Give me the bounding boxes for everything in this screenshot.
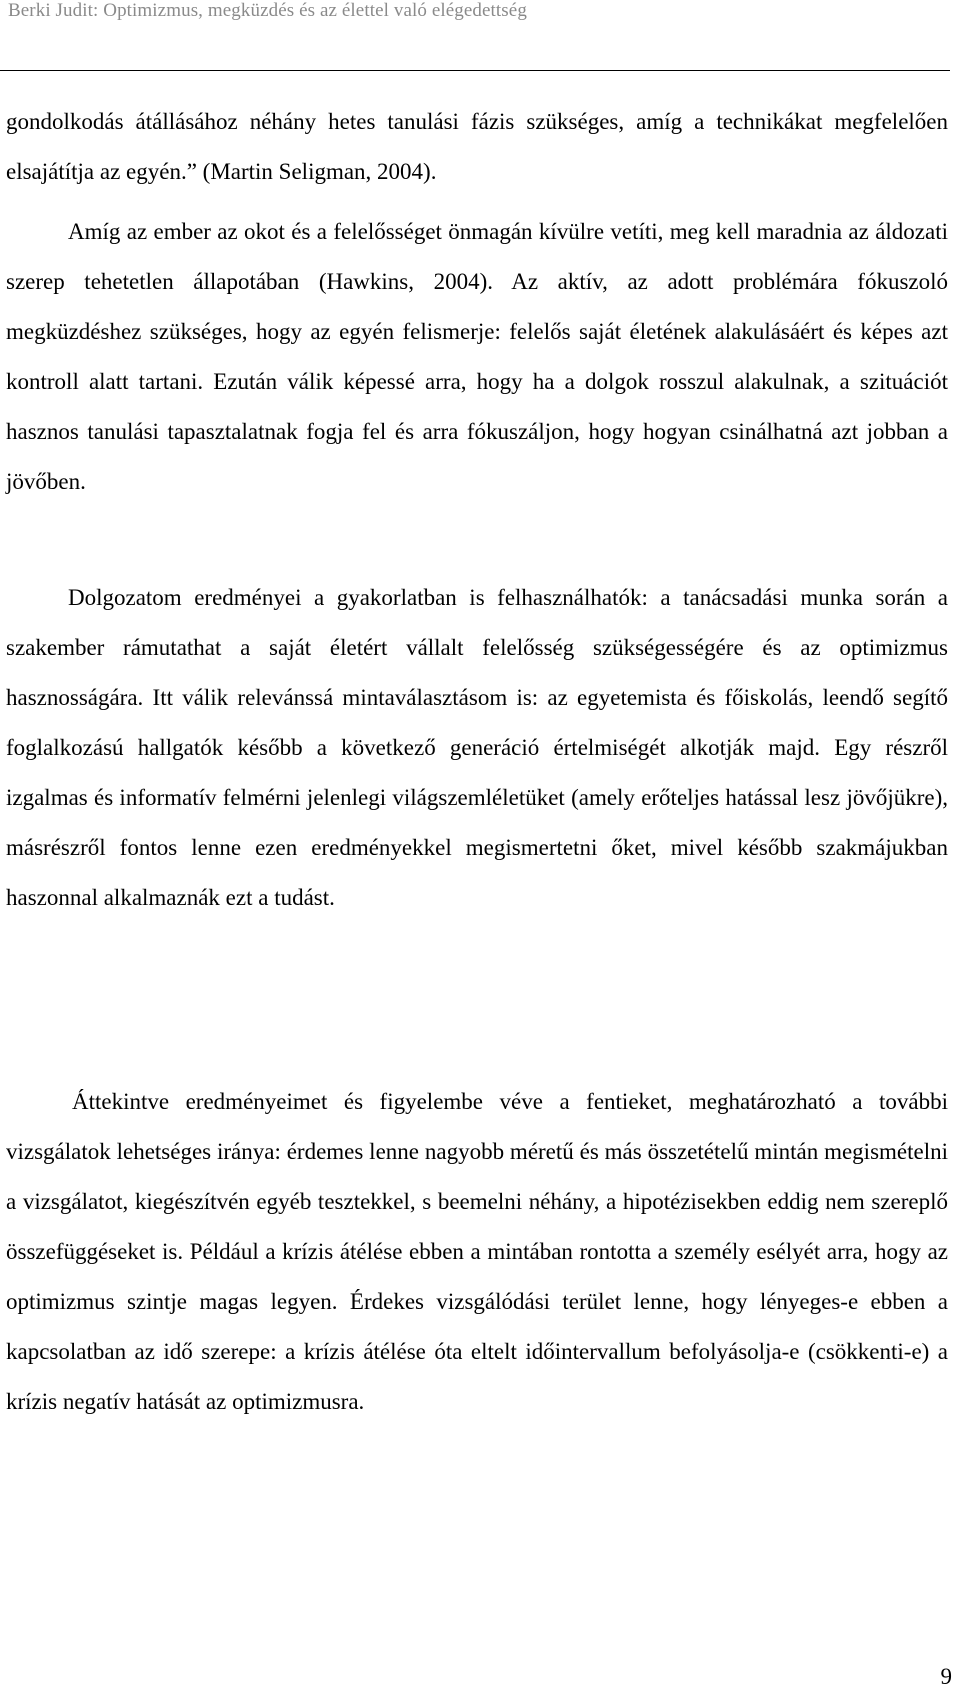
page-number: 9 <box>940 1664 952 1689</box>
paragraph: Amíg az ember az okot és a felelősséget önmagán kívülre vetíti, meg kell maradnia az áldozati szerep tehetetlen állapotában (Hawkins, 2004). Az aktív, az adott problémára fókuszoló megküzdéshez szükséges, hogy az egyén felismerje: felelős saját életének alakulásáért és képes azt kontroll alatt tartani. Ezután válik képessé arra, hogy ha a dolgok rosszul alakulnak, a szituációt hasznos tanulási tapasztalatnak fogja fel és arra fókuszáljon, hogy hogyan csinálhatná azt jobban a jövőben. <box>6 219 948 494</box>
running-header: Berki Judit: Optimizmus, megküzdés és az élettel való elégedettség <box>8 0 527 21</box>
paragraph: Áttekintve eredményeimet és figyelembe véve a fentieket, meghatározható a további vizsgálatok lehetséges iránya: érdemes lenne nagyobb méretű és más összetételű mintán megismételni a vizsgálatot, kiegészítvén egyéb tesztekkel, s beemelni néhány, a hipotézisekben eddig nem szereplő összefüggéseket is. Például a krízis átélése ebben a mintában rontotta a személy esélyét arra, hogy az optimizmus szintje magas legyen. Érdekes vizsgálódási terület lenne, hogy lényeges-e ebben a kapcsolatban az idő szerepe: a krízis átélése óta eltelt időintervallum befolyásolja-e (csökkenti-e) a krízis negatív hatását az optimizmusra. <box>6 1089 948 1414</box>
paragraph: gondolkodás átállásához néhány hetes tanulási fázis szükséges, amíg a technikákat megfelelően elsajátítja az egyén.” (Martin Seligman, 2004). <box>6 109 948 184</box>
paragraph: Dolgozatom eredményei a gyakorlatban is felhasználhatók: a tanácsadási munka során a szakember rámutathat a saját életért vállalt felelősség szükségességére és az optimizmus hasznosságára. Itt válik relevánssá mintaválasztásom is: az egyetemista és főiskolás, leendő segítő foglalkozású hallgatók később a következő generáció értelmiségét alkotják majd. Egy részről izgalmas és informatív felmérni jelenlegi világszemléletüket (amely erőteljes hatással lesz jövőjükre), másrészről fontos lenne ezen eredményekkel megismertetni őket, mivel később szakmájukban haszonnal alkalmaznák ezt a tudást. <box>6 585 948 910</box>
header-rule <box>0 70 950 71</box>
